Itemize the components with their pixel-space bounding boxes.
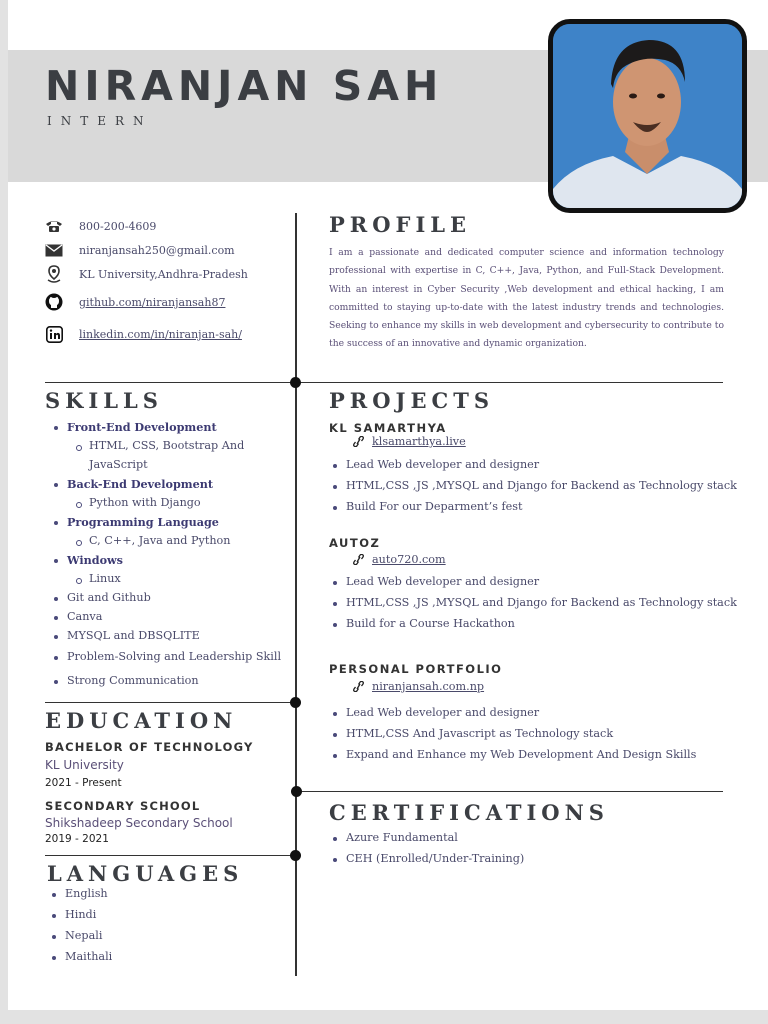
project-title: PERSONAL PORTFOLIO [329, 662, 503, 676]
mail-icon [44, 241, 64, 259]
contact-linkedin [44, 325, 242, 343]
skill-item: Linux [89, 572, 281, 591]
certification-item: CEH (Enrolled/Under-Training) [346, 852, 524, 873]
education-years: 2019 - 2021 [45, 833, 109, 845]
contact-email [44, 241, 235, 259]
projects-heading: PROJECTS [329, 388, 494, 413]
language-item: Hindi [65, 908, 112, 929]
linkedin-icon [44, 325, 64, 343]
certifications-list [346, 831, 524, 873]
skill-item: Python with Django [89, 496, 281, 515]
language-item: English [65, 887, 112, 908]
email-text[interactable]: niranjansah250@gmail.com [79, 243, 235, 257]
contact-location [44, 265, 248, 283]
linkedin-link[interactable]: linkedin.com/in/niranjan-sah/ [79, 327, 242, 341]
phone-text: 800-200-4609 [79, 219, 157, 233]
certifications-heading: CERTIFICATIONS [329, 800, 609, 825]
divider-languages [45, 855, 295, 856]
education-institution: KL University [45, 758, 124, 772]
project-link-text[interactable]: auto720.com [372, 553, 446, 566]
skills-heading: SKILLS [45, 388, 163, 413]
education-institution: Shikshadeep Secondary School [45, 816, 233, 830]
divider-dot [291, 786, 302, 797]
education-degree: SECONDARY SCHOOL [45, 799, 201, 813]
project-link[interactable] [352, 553, 446, 566]
divider-dot [290, 850, 301, 861]
contact-phone [44, 217, 156, 235]
profile-summary: I am a passionate and dedicated computer science and information technology professional with expertise in C, C++, Java, Python, and Full-Stack Development. With an interest in Cyber Security ,Web development and ethical hacking, I am committed to staying up-to-date with the latest industry trends and technologies. Seeking to enhance my skills in web development and cybersecurity to contribute to the success of an innovative and dynamic organization. [329, 247, 724, 350]
skill-item: Front-End Development [67, 420, 281, 439]
profile-photo [548, 19, 747, 213]
project-points [346, 458, 737, 521]
project-point: Build for a Course Hackathon [346, 617, 737, 638]
skill-item: C, C++, Java and Python [89, 534, 281, 553]
contact-github [44, 293, 225, 311]
skill-item: JavaScript [89, 458, 148, 471]
skill-item: Windows [67, 553, 281, 572]
location-text: KL University,Andhra-Pradesh [79, 267, 248, 281]
project-title: KL SAMARTHYA [329, 421, 447, 435]
project-title: AUTOZ [329, 536, 381, 550]
skill-item: Git and Github [67, 591, 281, 610]
column-divider [295, 213, 297, 976]
project-link-text[interactable]: niranjansah.com.np [372, 680, 485, 693]
skill-item: Canva [67, 610, 281, 629]
link-icon [352, 436, 365, 447]
project-point: HTML,CSS And Javascript as Technology stack [346, 727, 696, 748]
candidate-name: NIRANJAN SAH [45, 62, 444, 110]
candidate-role: INTERN [47, 114, 153, 128]
project-link-text[interactable]: klsamarthya.live [372, 435, 466, 448]
project-link[interactable] [352, 680, 484, 693]
language-item: Nepali [65, 929, 112, 950]
profile-heading: PROFILE [329, 212, 472, 237]
languages-list [65, 887, 112, 971]
project-point: Lead Web developer and designer [346, 575, 737, 596]
skill-item: Problem-Solving and Leadership Skill [67, 650, 281, 674]
project-point: Lead Web developer and designer [346, 458, 737, 479]
divider-dot [290, 697, 301, 708]
github-link[interactable]: github.com/niranjansah87 [79, 295, 226, 309]
github-icon [44, 293, 64, 311]
project-point: HTML,CSS ,JS ,MYSQL and Django for Backend as Technology stack [346, 596, 737, 617]
project-point: Lead Web developer and designer [346, 706, 696, 727]
divider-skills [45, 382, 723, 383]
skill-item: Strong Communication [67, 674, 281, 693]
project-point: Expand and Enhance my Web Development And Design Skills [346, 748, 696, 769]
phone-icon [44, 217, 64, 235]
skills-list [67, 420, 281, 693]
language-item: Maithali [65, 950, 112, 971]
skill-item: HTML, CSS, Bootstrap And [89, 439, 281, 458]
skill-item: MYSQL and DBSQLITE [67, 629, 281, 650]
divider-education [45, 702, 295, 703]
link-icon [352, 681, 365, 692]
education-years: 2021 - Present [45, 777, 122, 789]
divider-dot [290, 377, 301, 388]
skill-item: Programming Language [67, 515, 281, 534]
location-pin-icon [44, 265, 64, 283]
languages-heading: LANGUAGES [47, 861, 244, 886]
project-point: HTML,CSS ,JS ,MYSQL and Django for Backend as Technology stack [346, 479, 737, 500]
education-degree: BACHELOR OF TECHNOLOGY [45, 740, 254, 754]
project-link[interactable] [352, 435, 466, 448]
project-point: Build For our Deparment’s fest [346, 500, 737, 521]
project-points [346, 575, 737, 638]
skill-item: Back-End Development [67, 477, 281, 496]
link-icon [352, 554, 365, 565]
certification-item: Azure Fundamental [346, 831, 524, 852]
divider-certifications [296, 791, 723, 792]
project-points [346, 706, 696, 769]
education-heading: EDUCATION [45, 708, 238, 733]
